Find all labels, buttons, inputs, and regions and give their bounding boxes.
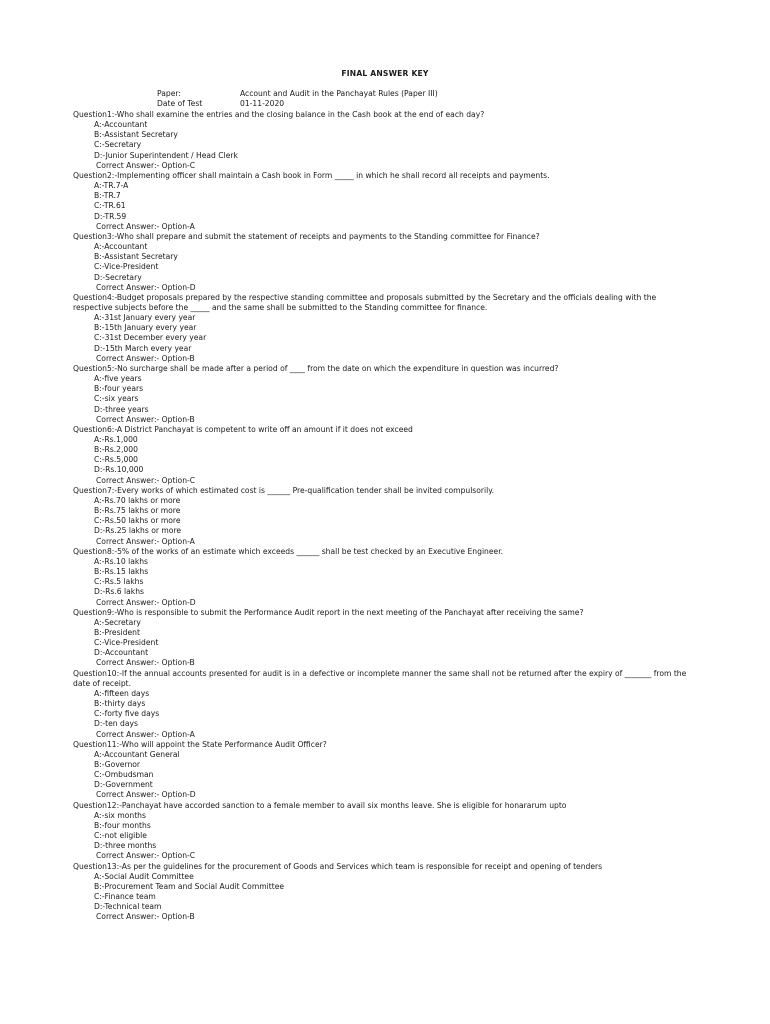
answer-option: C:-Finance team: [94, 892, 156, 902]
answer-option: B:-Rs.15 lakhs: [94, 567, 149, 577]
answer-option: A:-Accountant: [94, 120, 148, 130]
question-block: [73, 740, 698, 801]
answer-option: D:-ten days: [94, 719, 138, 729]
date-label: Date of Test: [157, 99, 203, 108]
answer-option: C:-Secretary: [94, 140, 142, 150]
answer-option: A:-six months: [94, 810, 146, 820]
question-block: [73, 425, 698, 486]
answer-option: A:-Rs.10 lakhs: [94, 556, 149, 566]
question-block: [73, 862, 698, 923]
correct-answer: Correct Answer:- Option-A: [96, 221, 195, 231]
answer-option: C:-Rs.50 lakhs or more: [94, 516, 181, 526]
answer-option: A:-Rs.1,000: [94, 435, 138, 444]
answer-option: B:-Assistant Secretary: [94, 130, 178, 140]
question-text: Question2:-Implementing officer shall maintain a Cash book in Form _____ in which he shall record all receipts and payments.: [73, 170, 550, 180]
correct-answer: Correct Answer:- Option-C: [96, 475, 196, 485]
answer-option: C:-TR.61: [94, 201, 126, 211]
answer-option: D:-TR.59: [94, 211, 127, 221]
answer-option: C:-not eligible: [94, 831, 147, 841]
correct-answer: Correct Answer:- Option-C: [96, 851, 196, 861]
question-block: [73, 232, 698, 293]
answer-option: C:-Rs.5 lakhs: [94, 577, 144, 587]
answer-option: B:-15th January every year: [94, 323, 197, 333]
answer-option: D:-Rs.6 lakhs: [94, 587, 144, 597]
answer-option: D:-Technical team: [94, 902, 162, 912]
answer-option: D:-15th March every year: [94, 343, 192, 353]
question-block: [73, 486, 698, 547]
question-text: Question7:-Every works of which estimated cost is ______ Pre-qualification tender shall be invited compulsorily.: [73, 485, 495, 495]
date-row: [157, 99, 284, 108]
answer-option: D:-three years: [94, 404, 149, 414]
answer-option: D:-Accountant: [94, 648, 149, 658]
question-text: Question13:-As per the guidelines for the procurement of Goods and Services which team is responsible for receipt and opening of tenders: [73, 861, 603, 871]
question-text: Question1:-Who shall examine the entries and the closing balance in the Cash book at the end of each day?: [73, 110, 485, 119]
correct-answer: Correct Answer:- Option-D: [96, 790, 196, 800]
answer-option: B:-Procurement Team and Social Audit Committee: [94, 881, 285, 891]
correct-answer: Correct Answer:- Option-D: [96, 597, 196, 607]
question-block: [73, 110, 698, 171]
answer-option: D:-Junior Superintendent / Head Clerk: [94, 150, 238, 160]
answer-option: A:-Social Audit Committee: [94, 871, 194, 881]
answer-option: B:-Rs.75 lakhs or more: [94, 506, 181, 516]
correct-answer: Correct Answer:- Option-B: [96, 658, 195, 668]
answer-option: B:-thirty days: [94, 699, 146, 709]
answer-option: C:-forty five days: [94, 709, 160, 719]
answer-option: D:-Rs.25 lakhs or more: [94, 526, 182, 536]
correct-answer: Correct Answer:- Option-A: [96, 536, 195, 546]
answer-option: A:-fifteen days: [94, 688, 150, 698]
answer-option: C:-Ombudsman: [94, 770, 154, 780]
question-text: Question10:-If the annual accounts presented for audit is in a defective or incomplete manner the same shall not be returned after the expiry of _______ from the date of receipt.: [73, 668, 687, 688]
answer-option: A:-Accountant General: [94, 749, 180, 759]
answer-option: D:-Rs.10,000: [94, 465, 144, 475]
answer-option: A:-Accountant: [94, 242, 148, 252]
correct-answer: Correct Answer:- Option-B: [96, 414, 195, 424]
document-title: FINAL ANSWER KEY: [341, 69, 429, 78]
question-text: Question8:-5% of the works of an estimate which exceeds ______ shall be test checked by an Executive Engineer.: [73, 546, 504, 556]
answer-option: B:-Assistant Secretary: [94, 252, 178, 262]
answer-option: A:-31st January every year: [94, 313, 196, 323]
question-block: [73, 801, 698, 862]
question-block: [73, 608, 698, 669]
answer-option: B:-Rs.2,000: [94, 445, 138, 455]
correct-answer: Correct Answer:- Option-D: [96, 282, 196, 292]
question-text: Question3:-Who shall prepare and submit the statement of receipts and payments to the Standing committee for Finance?: [73, 231, 540, 241]
correct-answer: Correct Answer:- Option-B: [96, 353, 195, 363]
answer-option: A:-Rs.70 lakhs or more: [94, 495, 181, 505]
answer-option: C:-Vice-President: [94, 262, 159, 272]
question-block: [73, 669, 698, 740]
answer-option: A:-Secretary: [94, 617, 141, 627]
date-value: 01-11-2020: [240, 99, 285, 108]
question-block: [73, 171, 698, 232]
paper-value: Account and Audit in the Panchayat Rules (Paper III): [240, 89, 438, 98]
question-block: [73, 547, 698, 608]
answer-option: A:-TR.7-A: [94, 181, 129, 191]
correct-answer: Correct Answer:- Option-A: [96, 729, 195, 739]
question-text: Question11:-Who will appoint the State Performance Audit Officer?: [73, 739, 327, 749]
answer-option: C:-Vice-President: [94, 638, 159, 648]
answer-option: B:-Governor: [94, 760, 141, 769]
question-text: Question6:-A District Panchayat is competent to write off an amount if it does not exceed: [73, 424, 413, 434]
question-block: [73, 293, 698, 364]
answer-option: B:-four years: [94, 384, 144, 394]
answer-option: D:-three months: [94, 841, 157, 851]
answer-option: B:-President: [94, 627, 140, 637]
paper-row: [157, 89, 438, 98]
question-text: Question12:-Panchayat have accorded sanction to a female member to avail six months leave. She is eligible for honararum upto: [73, 800, 567, 810]
question-text: Question4:-Budget proposals prepared by the respective standing committee and proposals submitted by the Secretary and the officials dealing with the respective subjects before the _____ and the same shall be submitted to the Standing committee for finance.: [73, 292, 657, 312]
answer-option: C:-31st December every year: [94, 333, 207, 343]
question-block: [73, 364, 698, 425]
answer-option: A:-five years: [94, 374, 142, 384]
answer-option: C:-six years: [94, 394, 139, 404]
paper-label: Paper:: [157, 89, 181, 98]
question-text: Question5:-No surcharge shall be made after a period of ____ from the date on which the expenditure in question was incurred?: [73, 363, 559, 373]
question-list: [73, 110, 698, 923]
answer-option: D:-Secretary: [94, 272, 142, 282]
correct-answer: Correct Answer:- Option-B: [96, 912, 195, 922]
answer-option: C:-Rs.5,000: [94, 455, 138, 465]
answer-option: B:-TR.7: [94, 191, 121, 201]
question-text: Question9:-Who is responsible to submit the Performance Audit report in the next meeting of the Panchayat after receiving the same?: [73, 607, 584, 617]
answer-option: D:-Government: [94, 780, 153, 790]
answer-option: B:-four months: [94, 820, 151, 830]
correct-answer: Correct Answer:- Option-C: [96, 160, 196, 170]
